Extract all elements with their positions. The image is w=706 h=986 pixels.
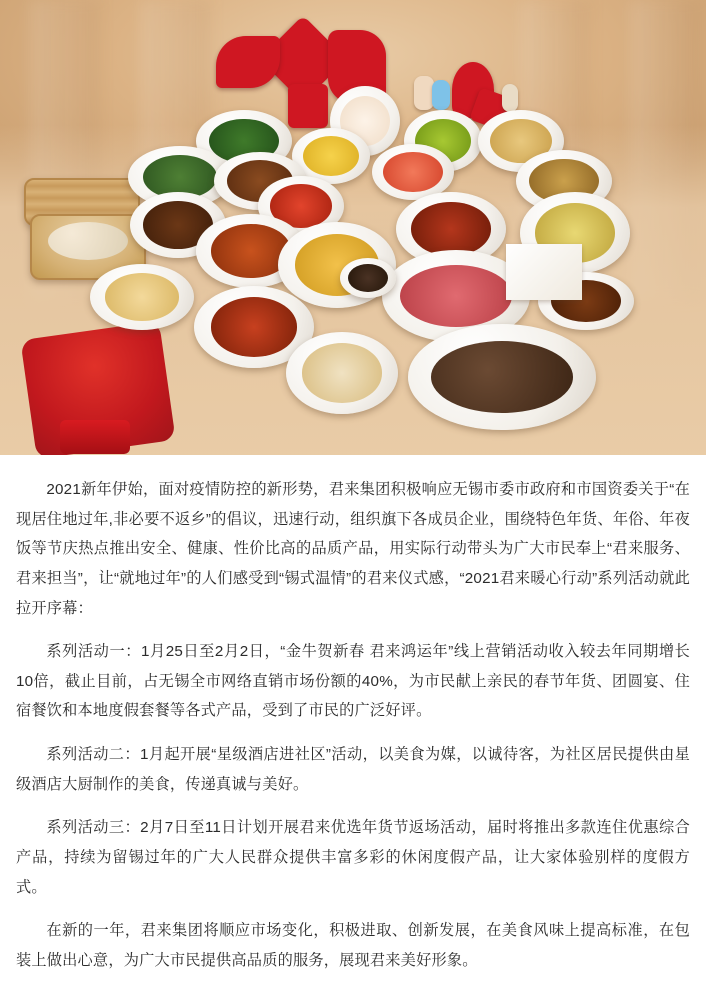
napkin xyxy=(506,244,582,300)
dim-sum-dish xyxy=(90,264,194,330)
article-paragraph: 系列活动一：1月25日至2月2日，“金牛贺新春 君来鸿运年”线上营销活动收入较去年同期增长10倍，截止目前，占无锡全市网络直销市场份额的40%，为市民献上亲民的春节年货、团圆宴、住宿餐饮和本地度假套餐等各式产品，受到了市民的广泛好评。 xyxy=(16,643,690,720)
article-paragraph: 系列活动二：1月起开展“星级酒店进社区”活动，以美食为媒，以诚待客，为社区居民提供由星级酒店大厨制作的美食，传递真诚与美好。 xyxy=(16,746,690,793)
ox-figurine xyxy=(502,84,518,112)
vegetable-dish xyxy=(286,332,398,414)
banquet-photo xyxy=(0,0,706,455)
article-paragraph: 系列活动三：2月7日至11日计划开展君来优选年货节返场活动，届时将推出多款连住优惠综合产品，持续为留锡过年的广大人民群众提供丰富多彩的休闲度假产品，让大家体验别样的度假方式。 xyxy=(16,819,690,896)
dumplings xyxy=(48,222,128,260)
chinese-knot-tassel xyxy=(60,420,130,454)
sauce-dish xyxy=(340,258,396,298)
ox-figurine xyxy=(414,76,434,110)
article-paragraph: 在新的一年，君来集团将顺应市场变化，积极进取、创新发展，在美食风味上提高标准，在包装上做出心意，为广大市民提供高品质的服务，展现君来美好形象。 xyxy=(16,922,690,969)
ox-figurine xyxy=(432,80,450,110)
red-paper-cut-ornament xyxy=(288,84,328,128)
article-body xyxy=(0,455,706,986)
steamed-fish-platter xyxy=(408,324,596,430)
article-paragraph: 2021新年伊始，面对疫情防控的新形势，君来集团积极响应无锡市委市政府和市国资委关于“在现居住地过年,非必要不返乡”的倡议，迅速行动，组织旗下各成员企业，围绕特色年货、年俗、年夜饭等节庆热点推出安全、健康、性价比高的品质产品，用实际行动带头为广大市民奉上“君来服务、君来担当”，让“就地过年”的人们感受到“锡式温情”的君来仪式感，“2021君来暖心行动”系列活动就此拉开序幕： xyxy=(16,481,690,617)
